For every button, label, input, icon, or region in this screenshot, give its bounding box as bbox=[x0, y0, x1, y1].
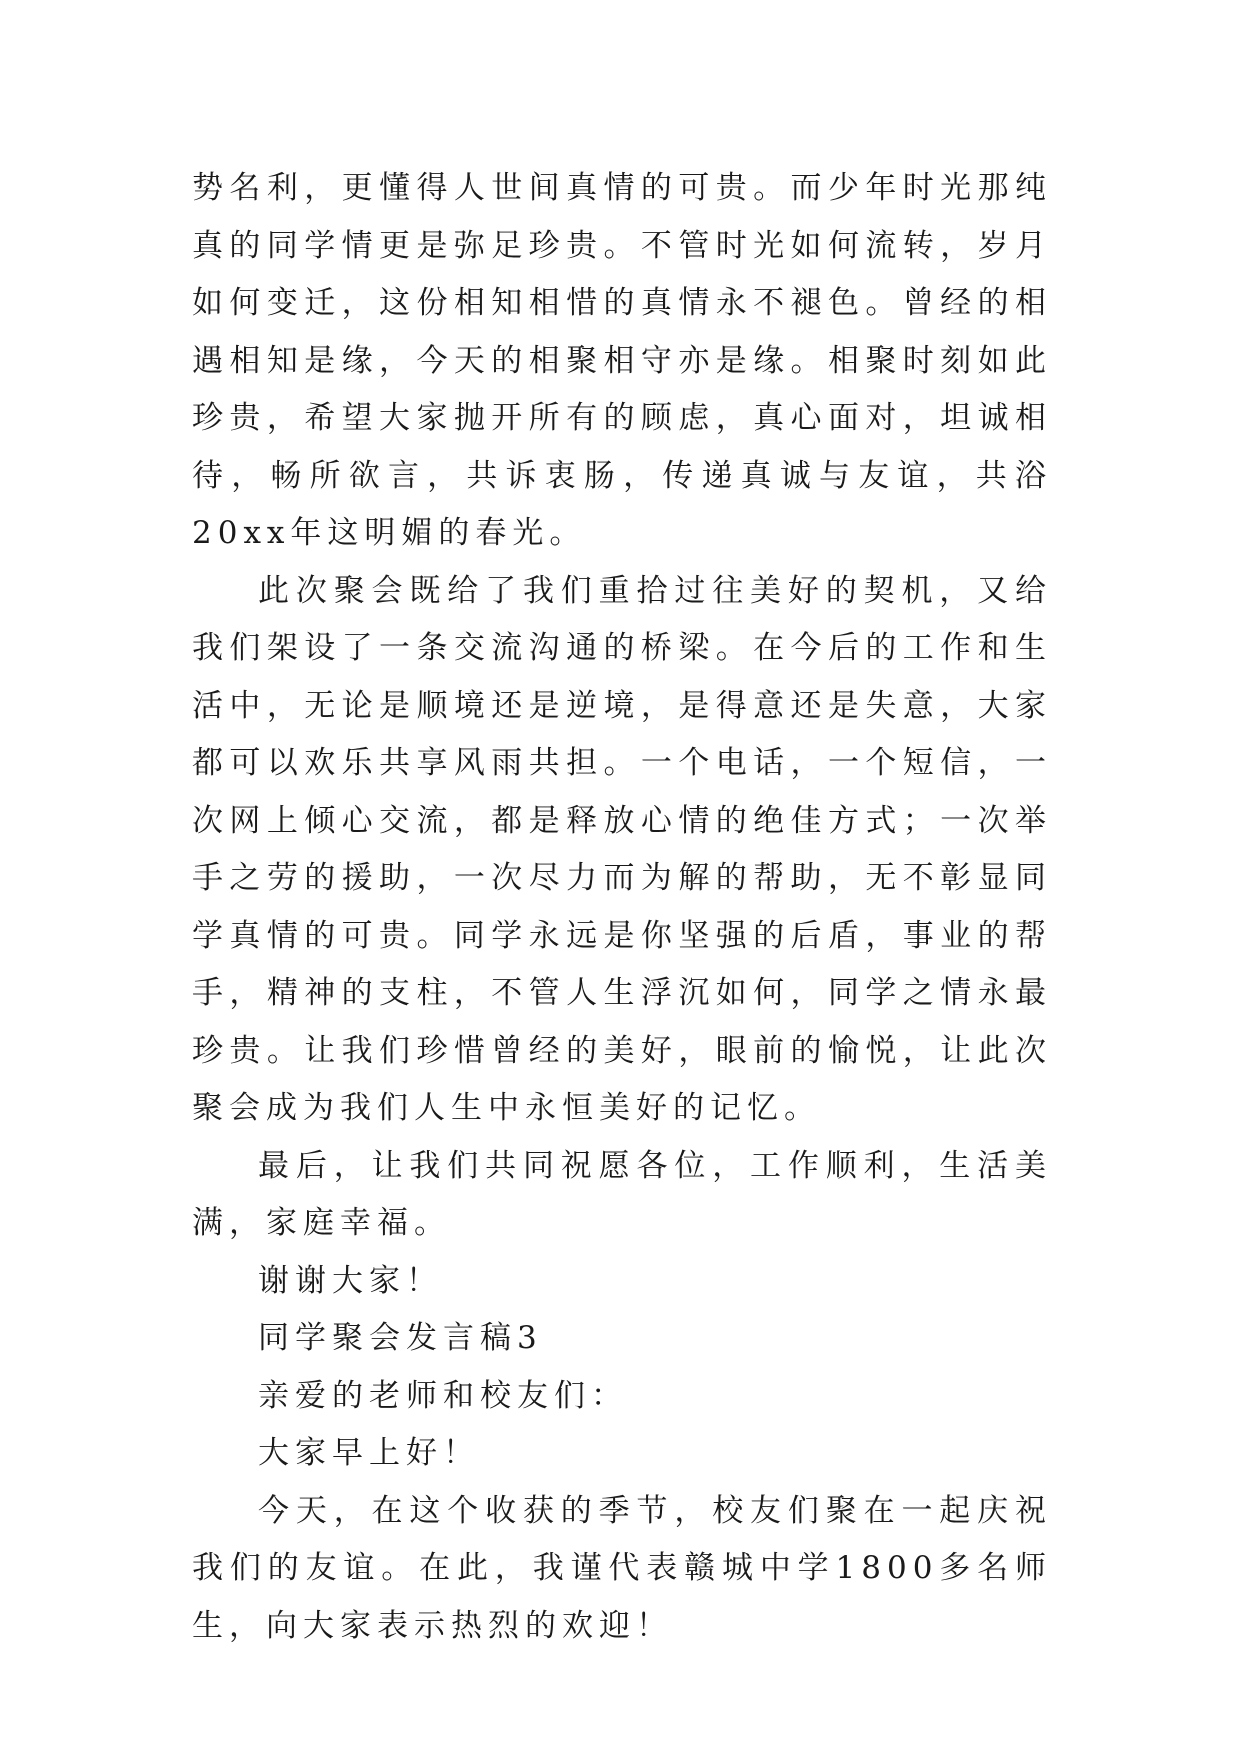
salutation: 亲爱的老师和校友们： bbox=[258, 1377, 628, 1414]
paragraph-2: 此次聚会既给了我们重拾过往美好的契机，又给我们架设了一条交流沟通的桥梁。在今后的工作和生活中，无论是顺境还是逆境，是得意还是失意，大家都可以欢乐共享风雨共担。一个电话，一个短信，一次网上倾心交流，都是释放心情的绝佳方式；一次举手之劳的援助，一次尽力而为解的帮助，无不彰显同学真情的可贵。同学永远是你坚强的后盾，事业的帮手，精神的支柱，不管人生浮沉如何，同学之情永最珍贵。让我们珍惜曾经的美好，眼前的愉悦，让此次聚会成为我们人生中永恒美好的记忆。 bbox=[192, 572, 1052, 1126]
paragraph-3: 最后，让我们共同祝愿各位，工作顺利，生活美满，家庭幸福。 bbox=[192, 1147, 1052, 1241]
document-body bbox=[192, 160, 1052, 1655]
section-title: 同学聚会发言稿3 bbox=[258, 1320, 543, 1356]
paragraph-welcome: 今天，在这个收获的季节，校友们聚在一起庆祝我们的友谊。在此，我谨代表赣城中学1800多名师生，向大家表示热烈的欢迎！ bbox=[192, 1492, 1052, 1644]
greeting: 大家早上好！ bbox=[258, 1435, 480, 1471]
paragraph-thanks: 谢谢大家！ bbox=[258, 1262, 443, 1299]
paragraph-1: 势名利，更懂得人世间真情的可贵。而少年时光那纯真的同学情更是弥足珍贵。不管时光如何流转，岁月如何变迁，这份相知相惜的真情永不褪色。曾经的相遇相知是缘，今天的相聚相守亦是缘。相聚时刻如此珍贵，希望大家抛开所有的顾虑，真心面对，坦诚相待，畅所欲言，共诉衷肠，传递真诚与友谊，共浴20xx年这明媚的春光。 bbox=[192, 170, 1052, 551]
